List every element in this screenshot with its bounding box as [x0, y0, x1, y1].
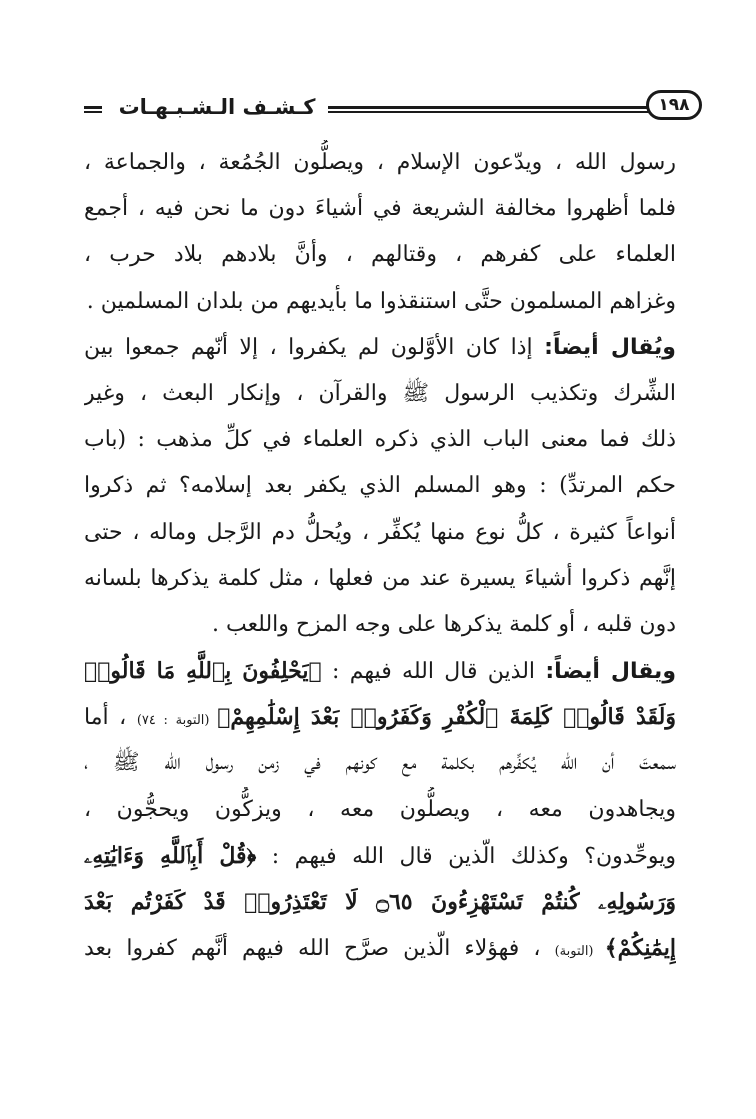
page-body [84, 140, 676, 1020]
page-number-badge: ١٩٨ [646, 90, 702, 120]
text-line [84, 879, 676, 925]
text-segment: ، فهؤلاء الّذين صرَّح الله فيهم أنَّهم كفروا بعد [84, 936, 555, 962]
text-line [84, 833, 676, 879]
text-line: ويجاهدون معه ، ويصلُّون معه ، ويزكُّون ويحجُّون ، [84, 796, 676, 822]
verse-reference: (التوبة) [554, 944, 605, 960]
text-line: ذلك فما معنى الباب الذي ذكره العلماء في كلِّ مذهب : (باب [84, 427, 676, 453]
text-segment: ويوحِّدون؟ وكذلك الّذين قال الله فيهم : [256, 843, 676, 869]
text-line: سمعتَ أن الله يُكفِّرهم بكلمة مع كونهم في زمن رسول الله ﷺ ، [84, 750, 676, 776]
text-line [84, 694, 676, 740]
quran-quote: وَلَقَدْ قَالُوا۟ كَلِمَةَ ٱلْكُفْرِ وَكَفَرُوا۟ بَعْدَ إِسْلَٰمِهِمْ﴾ [217, 704, 676, 731]
running-title: كـشـف الـشـبـهـات [118, 95, 316, 119]
text-segment: إذا كان الأوَّلون لم يكفروا ، إلا أنّهم جمعوا بين [84, 334, 545, 360]
text-line [84, 925, 676, 971]
text-line: إنَّهم ذكروا أشياءَ يسيرة عند من فعلها ، مثل كلمة يذكرها بلسانه [84, 565, 676, 591]
page-header [84, 86, 690, 126]
text-line: رسول الله ، ويدّعون الإسلام ، ويصلُّون الجُمُعة ، والجماعة ، [84, 150, 676, 175]
paragraph-lead: ويقال أيضاً: [545, 659, 676, 685]
text-line: دون قلبه ، أو كلمة يذكرها على وجه المزح واللعب . [211, 611, 676, 637]
header-rule-left [84, 106, 102, 114]
text-line: حكم المرتدِّ) : وهو المسلم الذي يكفر بعد إسلامه؟ ثم ذكروا [84, 473, 676, 499]
text-segment: ، أما [84, 705, 137, 731]
text-line: فلما أظهروا مخالفة الشريعة في أشياءَ دون ما نحن فيه ، أجمع [84, 196, 676, 222]
quran-quote: وَرَسُولِهِۦ كُنتُمْ تَسْتَهْزِءُونَ ۝٦٥ لَا تَعْتَذِرُوا۟ قَدْ كَفَرْتُم بَعْدَ [84, 889, 676, 915]
text-line: وغزاهم المسلمون حتَّى استنقذوا ما بأيديهم من بلدان المسلمين . [86, 288, 676, 314]
text-line [84, 325, 676, 371]
text-line: العلماء على كفرهم ، وقتالهم ، وأنَّ بلادهم بلاد حرب ، [84, 242, 676, 268]
quran-quote: إِيمَٰنِكُمْ﴾ [604, 935, 676, 962]
quran-quote: ﴿يَحْلِفُونَ بِٱللَّهِ مَا قَالُوا۟ [84, 658, 322, 685]
text-segment: الذين قال الله فيهم : [321, 659, 546, 685]
text-line [84, 648, 676, 694]
quran-quote: ﴿قُلْ أَبِٱللَّهِ وَءَايَٰتِهِۦ [84, 842, 257, 869]
text-line: أنواعاً كثيرة ، كلُّ نوع منها يُكفِّر ، ويُحلُّ دم الرَّجل وماله ، حتى [84, 519, 676, 545]
verse-reference: (التوبة : ٧٤) [136, 713, 218, 729]
header-rule-right [328, 106, 650, 114]
text-line: الشِّرك وتكذيب الرسول ﷺ والقرآن ، وإنكار البعث ، وغير [84, 380, 676, 406]
paragraph-lead: ويُقال أيضاً: [544, 334, 676, 360]
